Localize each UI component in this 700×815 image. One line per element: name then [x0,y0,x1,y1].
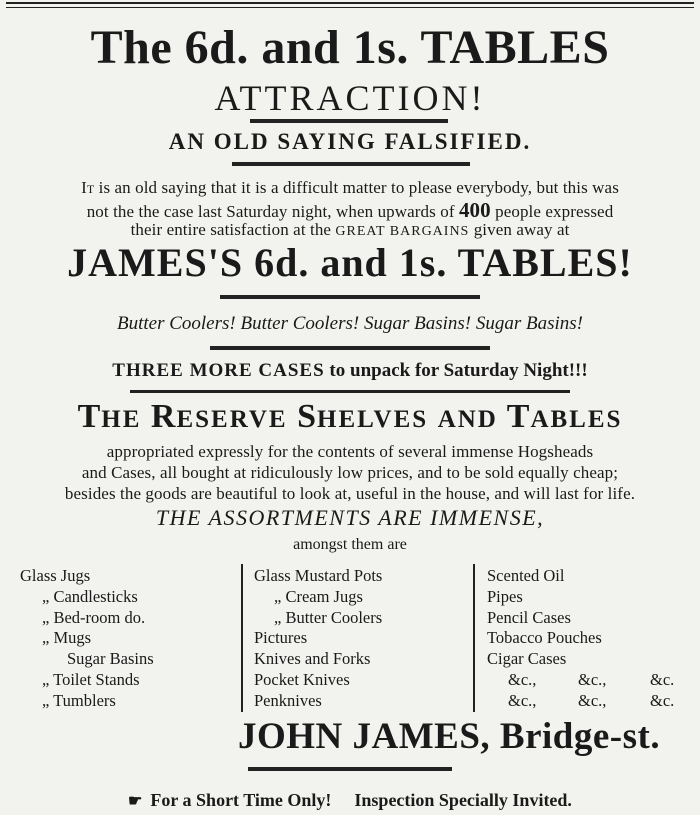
list-item: Knives and Forks [254,649,371,669]
list-item: Penknives [254,690,322,710]
list-item: „ Mugs [42,628,92,648]
etc-row-2: &c., [508,691,537,710]
list-item: „ Bed-room do. [42,607,146,627]
list-item: „ Candlesticks [42,586,138,606]
reserve-text-3: besides the goods are beautiful to look at, useful in the house, and will last for life. [64,484,636,503]
divider [220,295,480,299]
intro-line-2: not the the case last Saturday night, when upwards of 400 people expressed [86,198,614,222]
divider [210,346,490,350]
reserve-heading: THE RESERVE SHELVES AND TABLES [77,398,623,435]
items-column-2 [254,566,382,712]
divider [250,119,448,123]
divider [130,390,570,393]
advert-subtitle: ATTRACTION! [214,78,486,118]
column-divider [473,564,475,712]
divider [232,162,470,166]
intro-line-1: It is an old saying that it is a difficult matter to please everybody, but this was [81,178,619,197]
list-item: „ Butter Coolers [274,607,383,627]
etc-row-2: &c. [650,691,675,710]
list-item: Scented Oil [487,566,565,585]
list-item: „ Tumblers [42,690,116,710]
reserve-text-1: appropriated expressly for the contents of several immense Hogsheads [106,442,594,461]
items-column-1 [20,566,154,712]
items-column-3 [487,566,602,670]
etc-row-1: &c. [650,670,675,689]
intro-line-3: their entire satisfaction at the GREAT BARGAINS given away at [130,220,570,239]
james-tables-heading: JAMES'S 6d. and 1s. TABLES! [67,240,633,285]
featured-items: Butter Coolers! Butter Coolers! Sugar Basins! Sugar Basins! [116,313,584,334]
list-item: Glass Mustard Pots [254,566,383,585]
list-item: Glass Jugs [20,566,91,585]
etc-row-1: &c., [578,670,607,689]
footer-line: ☛ For a Short Time Only! Inspection Specially Invited. [128,790,572,810]
list-item: „ Toilet Stands [42,669,140,689]
reserve-text-2: and Cases, all bought at ridiculously low prices, and to be sold equally cheap; [81,463,619,482]
list-item: Pencil Cases [487,607,571,627]
list-item: Pocket Knives [254,669,350,689]
pointing-hand-icon: ☛ [128,793,143,810]
list-item: Pictures [254,628,308,648]
list-item: Pipes [487,586,523,606]
etc-row-1: &c., [508,670,537,689]
divider [248,767,452,771]
attendance-count: 400 [458,198,491,222]
amongst-line: amongst them are [293,536,407,553]
list-item: Tobacco Pouches [487,628,602,648]
cases-announcement: THREE MORE CASES to unpack for Saturday Night!!! [112,360,588,381]
proprietor-signature: JOHN JAMES, Bridge-st. [238,716,661,757]
list-item: Cigar Cases [487,649,567,669]
top-rule [6,2,694,8]
advert-headline: AN OLD SAYING FALSIFIED. [168,129,532,154]
advert-title: The 6d. and 1s. TABLES [90,21,610,74]
list-item: Sugar Basins [67,649,154,669]
assortments-heading: THE ASSORTMENTS ARE IMMENSE, [155,505,545,530]
list-item: „ Cream Jugs [274,586,363,606]
column-divider [241,564,243,712]
etc-row-2: &c., [578,691,607,710]
